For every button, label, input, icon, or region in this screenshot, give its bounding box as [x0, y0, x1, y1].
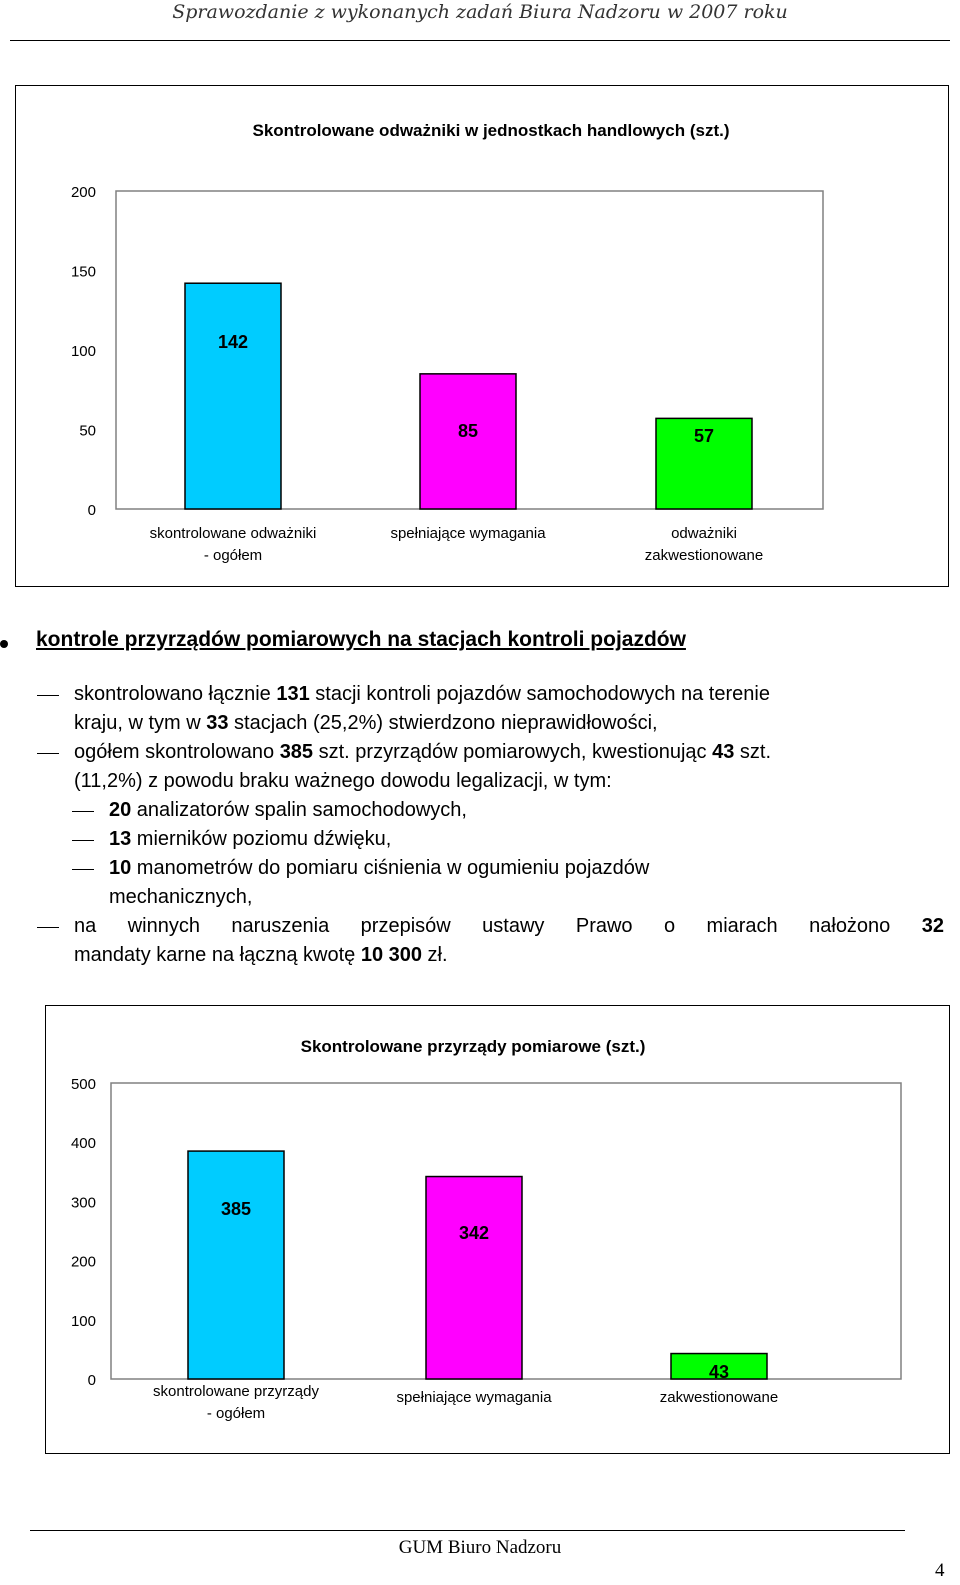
paragraph-stations [74, 680, 954, 738]
y-tick-label: 0 [87, 502, 96, 519]
page-header: Sprawozdanie z wykonanych zadań Biura Nadzoru w 2007 roku [172, 1, 788, 23]
dash-icon [72, 869, 94, 870]
text-span: (11,2%) z powodu braku ważnego dowodu legalizacji, w tym: [74, 770, 612, 792]
text-span: szt. [734, 741, 772, 763]
y-tick-label: 100 [70, 343, 96, 360]
page-number: 4 [935, 1560, 945, 1581]
bar [185, 283, 281, 509]
chart-weights-svg [16, 86, 948, 586]
text-span: zł. [422, 944, 448, 966]
value-sound-meters: 13 [109, 828, 132, 850]
dash-icon [72, 811, 94, 812]
text-span: analizatorów spalin samochodowych, [131, 799, 467, 821]
value-analyzers: 20 [109, 799, 132, 821]
value-fines: 32 [921, 915, 944, 937]
y-tick-label: 300 [70, 1194, 96, 1212]
value-questioned: 43 [712, 741, 735, 763]
section-heading-text: kontrole przyrządów pomiarowych na stacjach kontroli pojazdów [36, 628, 686, 651]
text-span: mandaty karne na łączną kwotę [74, 944, 361, 966]
text-span: szt. przyrządów pomiarowych, kwestionując [313, 741, 713, 763]
bar [426, 1177, 522, 1379]
value-manometers: 10 [109, 857, 132, 879]
dash-icon [37, 695, 59, 696]
dash-icon [72, 840, 94, 841]
text-span: ogółem skontrolowano [74, 741, 280, 763]
x-category-label: spełniające wymagania [390, 525, 546, 542]
paragraph-fines [74, 912, 944, 970]
y-tick-label: 500 [70, 1076, 96, 1093]
value-fine-amount: 10 300 [360, 944, 422, 966]
chart-instruments [45, 1005, 950, 1454]
y-tick-label: 0 [87, 1372, 96, 1389]
y-tick-label: 200 [70, 1253, 96, 1271]
text-span: stacji kontroli pojazdów samochodowych na terenie [309, 683, 770, 705]
bullet-icon [0, 640, 8, 648]
bar [188, 1151, 284, 1379]
chart-instruments-svg [46, 1006, 949, 1453]
chart-weights [15, 85, 949, 587]
dash-icon [37, 927, 59, 928]
text-span: skontrolowano łącznie [74, 683, 277, 705]
footer-text: GUM Biuro Nadzoru [398, 1537, 562, 1558]
x-category-label: odważniki [671, 525, 737, 542]
bar-value-label: 142 [217, 332, 249, 352]
text-span: na winnych naruszenia przepisów ustawy Prawo o miarach nałożono [74, 915, 922, 937]
text-span: mierników poziomu dźwięku, [131, 828, 392, 850]
y-tick-label: 100 [70, 1312, 96, 1330]
bar-value-label: 43 [708, 1362, 730, 1382]
text-span: stacjach (25,2%) stwierdzono nieprawidłowości, [228, 712, 658, 734]
x-category-label: skontrolowane przyrządy [153, 1383, 319, 1400]
value-instruments: 385 [279, 741, 314, 763]
value-stations-irregular: 33 [206, 712, 229, 734]
x-category-label: skontrolowane odważniki [149, 525, 317, 542]
sub-item-manometers [109, 854, 649, 912]
y-tick-label: 50 [79, 422, 96, 440]
paragraph-instruments [74, 738, 954, 796]
sub-item-sound-meters [109, 825, 391, 854]
x-category-label: zakwestionowane [644, 547, 764, 564]
y-tick-label: 200 [70, 184, 96, 201]
x-category-label: spełniające wymagania [396, 1389, 552, 1406]
y-tick-label: 400 [70, 1135, 96, 1153]
value-stations: 131 [276, 683, 310, 705]
text-span: manometrów do pomiaru ciśnienia w ogumieniu pojazdów [131, 857, 650, 879]
x-category-label: - ogółem [206, 1405, 266, 1422]
bar-value-label: 85 [457, 421, 479, 441]
sub-item-analyzers [109, 796, 467, 825]
bar-value-label: 385 [220, 1199, 252, 1219]
chart-title: Skontrolowane przyrządy pomiarowe (szt.) [300, 1037, 646, 1056]
bar-value-label: 342 [458, 1223, 490, 1243]
bar [420, 374, 516, 509]
bar-value-label: 57 [693, 426, 715, 446]
y-tick-label: 150 [70, 263, 96, 281]
text-span: mechanicznych, [109, 886, 253, 908]
footer-rule [30, 1530, 905, 1531]
x-category-label: zakwestionowane [659, 1389, 779, 1406]
dash-icon [37, 753, 59, 754]
chart-title: Skontrolowane odważniki w jednostkach handlowych (szt.) [252, 121, 730, 140]
x-category-label: - ogółem [203, 547, 263, 564]
text-span: kraju, w tym w [74, 712, 207, 734]
header-rule [10, 40, 950, 41]
